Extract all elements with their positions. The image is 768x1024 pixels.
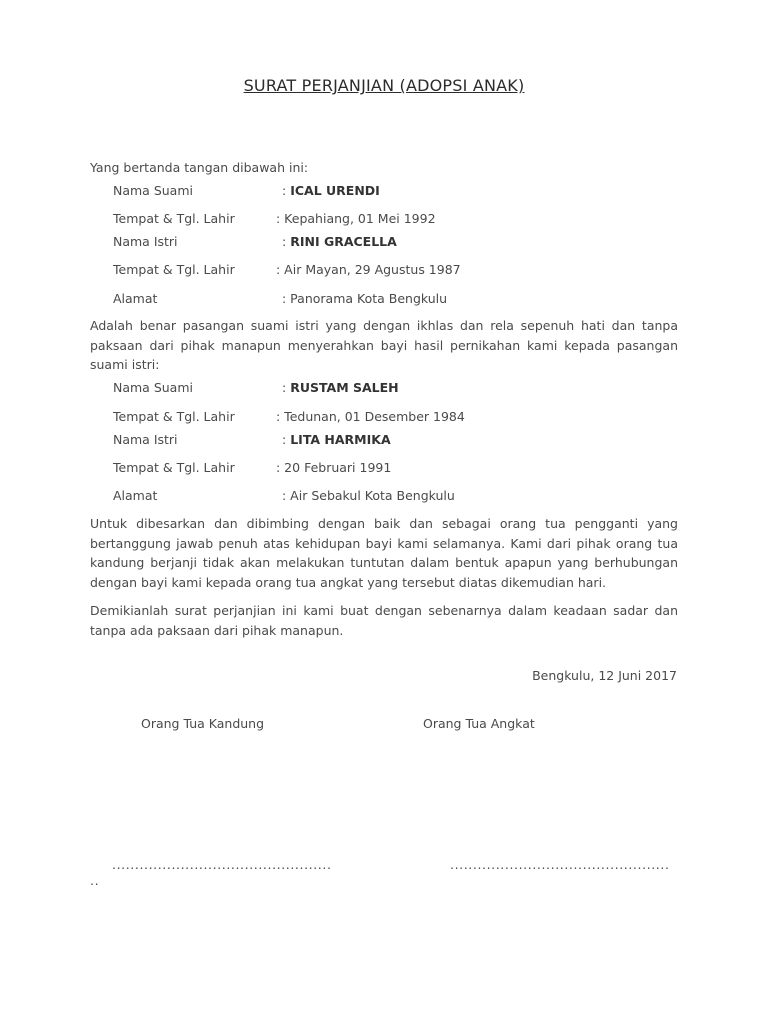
party-two-address-row (113, 488, 455, 503)
field-label: Nama Suami (113, 380, 193, 395)
party-one-address-row (113, 291, 448, 306)
party-two-husband-row (113, 380, 399, 395)
field-label: Tempat & Tgl. Lahir (113, 211, 235, 226)
separator: : (282, 380, 287, 395)
party-one-wife-birth: : Air Mayan, 29 Agustus 1987 (276, 262, 461, 277)
signature-line-left-tail: .. (90, 873, 100, 888)
signer-right-label: Orang Tua Angkat (423, 716, 535, 731)
field-label: Tempat & Tgl. Lahir (113, 409, 235, 424)
party-two-wife-name: LITA HARMIKA (290, 432, 391, 447)
party-two-address: : Air Sebakul Kota Bengkulu (282, 488, 455, 503)
party-one-wife-row (113, 234, 397, 249)
party-one-husband-row (113, 183, 380, 198)
field-label: Nama Suami (113, 183, 193, 198)
party-two-husband-birth: : Tedunan, 01 Desember 1984 (276, 409, 465, 424)
signature-line-right: ................................................ (450, 857, 670, 872)
intro-text: Yang bertanda tangan dibawah ini: (90, 160, 309, 175)
field-value (282, 234, 397, 249)
separator: : (282, 183, 287, 198)
transfer-paragraph: Adalah benar pasangan suami istri yang dengan ikhlas dan rela sepenuh hati dan tanpa paksaan dari pihak manapun menyerahkan bayi hasil pernikahan kami kepada pasangan suami istri: (90, 318, 678, 372)
field-label: Nama Istri (113, 432, 178, 447)
field-value (282, 183, 380, 198)
signature-line-left: ................................................ (112, 857, 332, 872)
field-value (282, 380, 399, 395)
party-one-address: : Panorama Kota Bengkulu (282, 291, 448, 306)
party-two-husband-birth-row (113, 409, 465, 424)
field-label: Alamat (113, 291, 158, 306)
party-one-wife-birth-row (113, 262, 461, 277)
field-label: Tempat & Tgl. Lahir (113, 262, 235, 277)
party-two-husband-name: RUSTAM SALEH (290, 380, 399, 395)
field-value (282, 432, 391, 447)
place-date: Bengkulu, 12 Juni 2017 (532, 668, 677, 683)
party-one-husband-birth: : Kepahiang, 01 Mei 1992 (276, 211, 436, 226)
party-two-wife-row (113, 432, 391, 447)
separator: : (282, 234, 287, 249)
party-two-wife-birth: : 20 Februari 1991 (276, 460, 392, 475)
document-title: SURAT PERJANJIAN (ADOPSI ANAK) (243, 76, 525, 95)
party-one-wife-name: RINI GRACELLA (290, 234, 397, 249)
signer-left-label: Orang Tua Kandung (141, 716, 265, 731)
field-label: Tempat & Tgl. Lahir (113, 460, 235, 475)
field-label: Nama Istri (113, 234, 178, 249)
closing-paragraph: Demikianlah surat perjanjian ini kami buat dengan sebenarnya dalam keadaan sadar dan tanpa ada paksaan dari pihak manapun. (90, 603, 678, 638)
purpose-paragraph: Untuk dibesarkan dan dibimbing dengan baik dan sebagai orang tua pengganti yang bertanggung jawab penuh atas kehidupan bayi kami selamanya. Kami dari pihak orang tua kandung berjanji tidak akan melakukan tuntutan dalam bentuk apapun yang berhubungan dengan bayi kami kepada orang tua angkat yang tersebut diatas dikemudian hari. (90, 516, 678, 590)
separator: : (282, 432, 287, 447)
party-one-husband-birth-row (113, 211, 436, 226)
field-label: Alamat (113, 488, 158, 503)
party-one-husband-name: ICAL URENDI (290, 183, 380, 198)
party-two-wife-birth-row (113, 460, 392, 475)
